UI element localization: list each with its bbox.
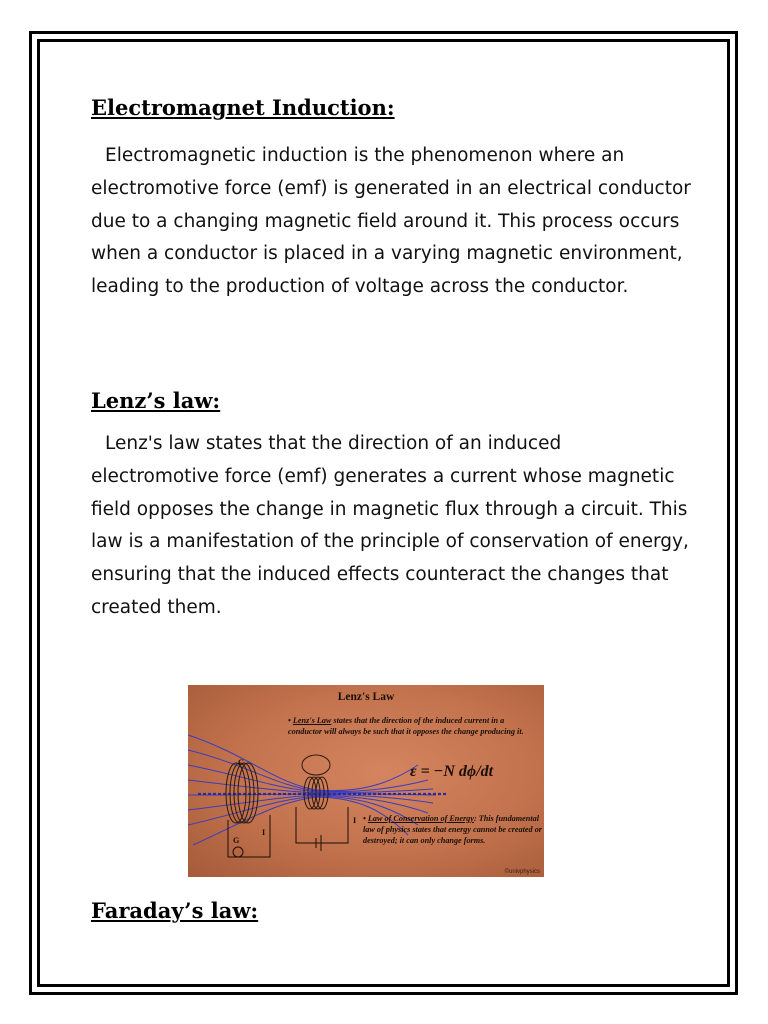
figure-bullet2-rest: : This fundamental law of physics states that energy cannot be created or destroyed; it can only change forms. [363, 814, 542, 845]
figure-bullet1-rest: states that the direction of the induced current in a conductor will always be such that it opposes the change producing it. [288, 716, 524, 736]
figure-bullet-conservation: • Law of Conservation of Energy: This fundamental law of physics states that energy cannot be created or destroyed; it can only change forms. [363, 814, 542, 845]
heading-lenzs-law: Lenz’s law: [91, 388, 221, 413]
figure-label-i1: I [262, 828, 266, 837]
figure-formula: ε = −N dϕ/dt [410, 763, 494, 780]
figure-bullet2-term: Law of Conservation of Energy [367, 814, 474, 823]
paragraph-electromagnetic-induction: Electromagnetic induction is the phenomenon where an electromotive force (emf) is generated in an electrical conductor due to a changing magnetic field around it. This process occurs when a conductor is placed in a varying magnetic environment, leading to the production of voltage across the conductor. [91, 145, 691, 298]
figure-label-c: C [238, 758, 244, 767]
heading-faradays-law: Faraday’s law: [91, 898, 259, 923]
lenzs-law-figure [188, 685, 544, 877]
figure-bullet1-term: Lenz's Law [292, 716, 332, 725]
paragraph-lenzs-law: Lenz's law states that the direction of an induced electromotive force (emf) generates a current whose magnetic field opposes the change in magnetic flux through a circuit. This law is a manifestation of the principle of conservation of energy, ensuring that the induced effects counteract the changes that created them. [91, 433, 689, 618]
figure-bullet-lenzs-law: • Lenz's Law states that the direction of the induced current in a conductor will always be such that it opposes the change producing it. [288, 716, 524, 736]
heading-electromagnet-induction: Electromagnet Induction: [91, 95, 395, 120]
lenzs-law-diagram [188, 685, 544, 877]
figure-credit: ©univphysics [504, 869, 540, 875]
figure-label-i2: I [353, 816, 357, 825]
figure-title: Lenz's Law [337, 691, 395, 703]
figure-label-g: G [233, 836, 240, 845]
